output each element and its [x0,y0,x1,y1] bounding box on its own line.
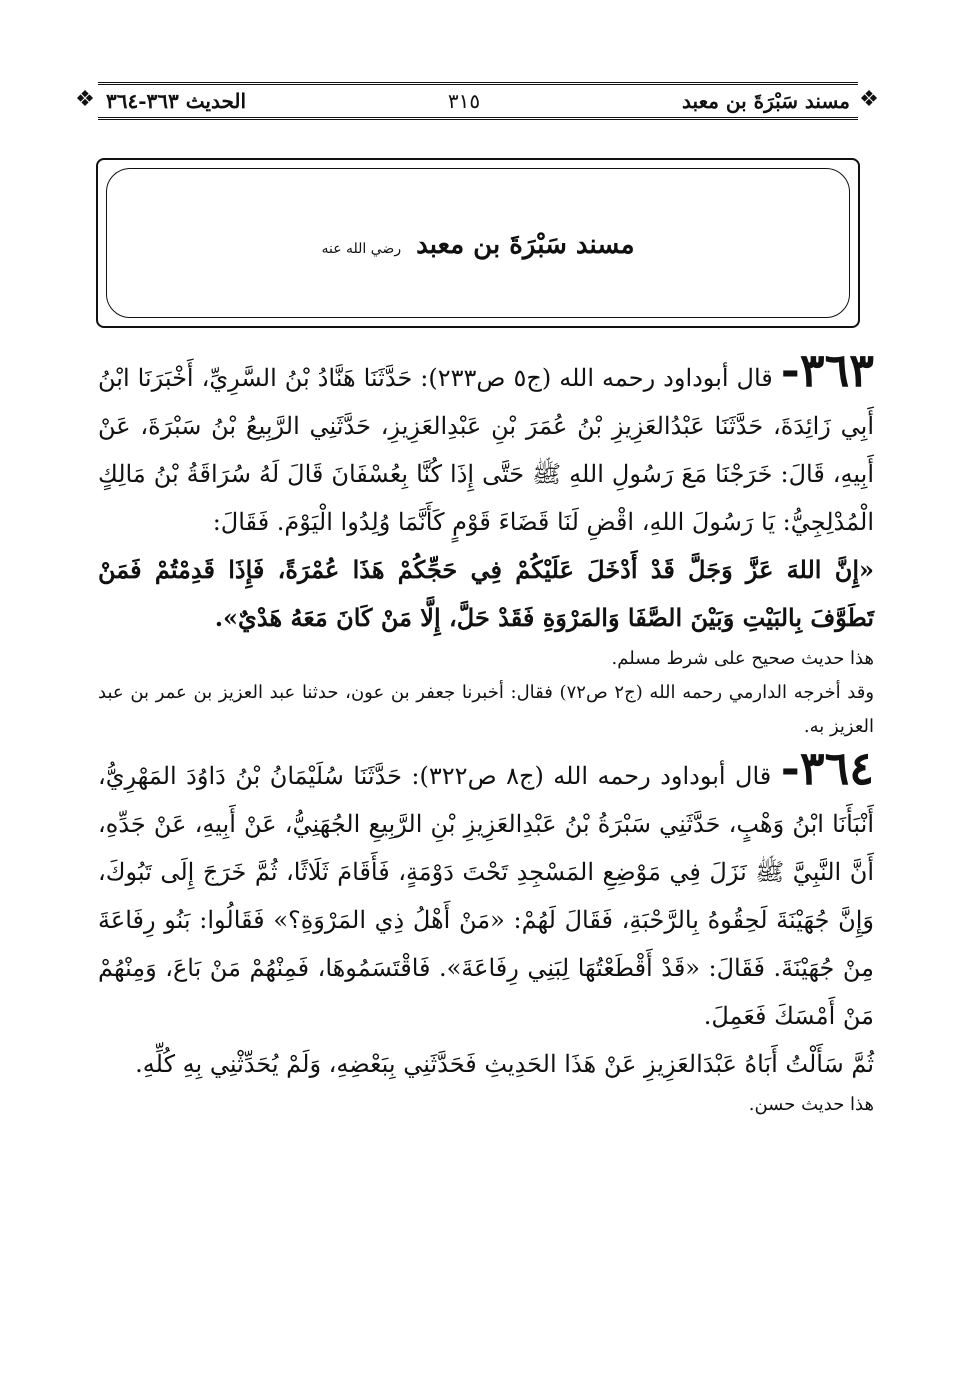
section-title-text: مسند سَبْرَةَ بن معبد [416,230,635,260]
header-book-title: مسند سَبْرَةَ بن معبد [682,89,850,113]
hadith-363-note: وقد أخرجه الدارمي رحمه الله (ج٢ ص٧٢) فقال: أخبرنا جعفر بن عون، حدثنا عبد العزيز بن عمر بن عبد العزيز به. [98,682,875,737]
page-number: ٣١٥ [447,89,481,113]
hadith-363-intro: قال أبوداود رحمه الله (ج٥ ص٢٣٣): حَدَّثَنَا هَنَّادُ بْنُ السَّرِيِّ، أَخْبَرَنَا ابْنُ أَبِي زَائِدَةَ، حَدَّثَنَا عَبْدُالعَزِيزِ بْنُ عُمَرَ بْنِ عَبْدِالعَزِيزِ، حَدَّثَنِي الرَّبِيعُ بْنُ سَبْرَةَ، عَنْ أَبِيهِ، قَالَ: خَرَجْنَا مَعَ رَسُولِ اللهِ ﷺ حَتَّى إِذَا كُنَّا بِعُسْفَانَ قَالَ لَهُ سُرَاقَةُ بْنُ مَالِكٍ الْمُدْلِجِيُّ: يَا رَسُولَ اللهِ، اقْضِ لَنَا قَضَاءَ قَوْمٍ كَأَنَّمَا وُلِدُوا الْيَوْمَ. فَقَالَ: [98,364,874,536]
hadith-364-text [98,741,874,1040]
hadith-363-text [98,343,875,546]
hadith-364-continuation: ثُمَّ سَأَلْتُ أَبَاهُ عَبْدَالعَزِيزِ عَنْ هَذَا الحَدِيثِ فَحَدَّثَنِي بِبَعْضِهِ، وَلَمْ يُحَدِّثْنِي بِهِ كُلِّهِ. [135,1050,874,1078]
section-title-honorific: رضي الله عنه [321,241,402,257]
section-title [98,230,858,260]
hadith-363-grading: هذا حديث صحيح على شرط مسلم. [611,648,874,669]
section-title-frame [96,158,860,328]
hadith-363-prophet-text: «إِنَّ اللهَ عَزَّ وَجَلَّ قَدْ أَدْخَلَ عَلَيْكُمْ فِي حَجِّكُمْ هَذَا عُمْرَةً، فَإِذَا قَدِمْتُمْ فَمَنْ تَطَوَّفَ بِالبَيْتِ وَبَيْنَ الصَّفَا وَالمَرْوَةِ فَقَدْ حَلَّ، إِلَّا مَنْ كَانَ مَعَهُ هَدْيٌ». [98,555,874,632]
hadith-363-number: ٣٦٣- [780,343,875,397]
header-hadith-range: الحديث ٣٦٣-٣٦٤ [106,89,247,113]
header-ornament-left-icon: ❖ [75,87,95,112]
header-ornament-right-icon: ❖ [859,87,879,112]
page-header [98,82,858,120]
hadith-364-intro: قال أبوداود رحمه الله (ج٨ ص٣٢٢): حَدَّثَنَا سُلَيْمَانُ بْنُ دَاوُدَ المَهْرِيُّ، أَنْبَأَنَا ابْنُ وَهْبٍ، حَدَّثَنِي سَبْرَةُ بْنُ عَبْدِالعَزِيزِ بْنِ الرَّبِيعِ الجُهَنِيُّ، عَنْ أَبِيهِ، عَنْ جَدِّهِ، أَنَّ النَّبِيَّ ﷺ نَزَلَ فِي مَوْضِعِ المَسْجِدِ تَحْتَ دَوْمَةٍ، فَأَقَامَ ثَلَاثًا، ثُمَّ خَرَجَ إِلَى تَبُوكَ، وَإِنَّ جُهَيْنَةَ لَحِقُوهُ بِالرَّحْبَةِ، فَقَالَ لَهُمْ: «مَنْ أَهْلُ ذِي المَرْوَةِ؟» فَقَالُوا: بَنُو رِفَاعَةَ مِنْ جُهَيْنَةَ. فَقَالَ: «قَدْ أَقْطَعْتُهَا لِبَنِي رِفَاعَةَ». فَاقْتَسَمُوهَا، فَمِنْهُمْ مَنْ بَاعَ، وَمِنْهُمْ مَنْ أَمْسَكَ فَعَمِلَ. [98,762,874,1030]
hadith-364-grading: هذا حديث حسن. [748,1094,874,1115]
hadith-364-number: ٣٦٤- [780,741,874,795]
page-content [98,343,875,1122]
